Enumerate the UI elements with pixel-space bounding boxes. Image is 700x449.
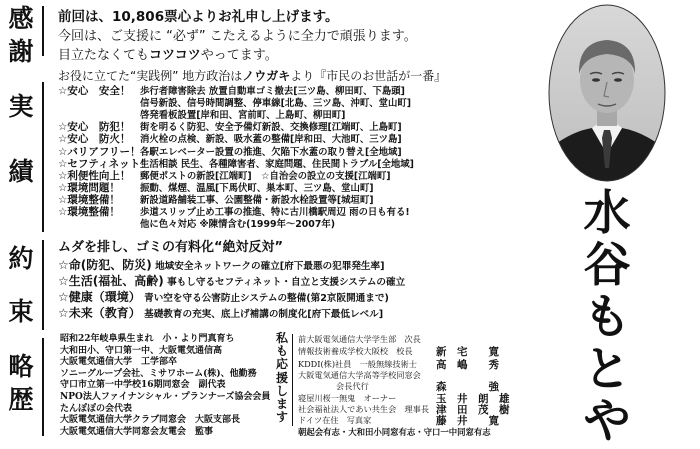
endorse-role: ドイツ在住 写真家 (298, 415, 372, 425)
thanks-line-4 (58, 67, 446, 84)
pledge-item-desc: 基礎教育の充実、底上げ補講の制度化[府下最低レベル] (140, 309, 384, 320)
thanks-line-4c: より『市民のお世話が一番』 (290, 69, 447, 83)
section-char: 績 (8, 157, 34, 186)
bio-line: 守口市立第一中学校16期同窓会 副代表 (60, 380, 226, 391)
endorse-heading-char: ま (275, 397, 288, 412)
record-item-category: ☆環境整備！ (58, 193, 120, 206)
pledge-item (58, 290, 389, 306)
thanks-line-4a: お役に立てた“実践例” 地方政治は (58, 69, 243, 83)
endorse-role: 寝屋川桜一無鬼 オーナー (298, 393, 397, 403)
bio-line: 大阪電気通信大学 工学部卒 (60, 357, 178, 368)
portrait-photo (548, 4, 666, 182)
record-item-category: ☆安心 防火！ (58, 133, 131, 146)
record-item-category: ☆環境問題！ (58, 181, 120, 194)
bio-line: 大阪電気通信大学クラブ同窓会 大阪支部長 (60, 415, 241, 426)
section-label-bio (4, 352, 38, 418)
record-item-desc: 啓発看板設置[岸和田、宮前町、上島町、柳田町] (140, 110, 346, 122)
thanks-line-3b: コツコツ (149, 48, 201, 63)
endorse-heading-char: し (275, 383, 288, 398)
endorse-role: 情報技術養成学校大阪校 校長 (298, 346, 413, 356)
record-item (58, 159, 414, 170)
endorse-heading-char: 応 (275, 357, 288, 372)
record-item (58, 122, 402, 133)
divider-thanks (42, 6, 44, 56)
record-item (58, 219, 335, 230)
endorse-name: 津 田 茂 樹 (436, 404, 510, 416)
section-char: 約 (8, 244, 34, 273)
pledge-item (58, 274, 405, 290)
candidate-name (580, 188, 634, 448)
section-char: 感 (8, 4, 34, 33)
bio-line: たんぽぽの会代表 (60, 403, 133, 414)
pledge-item-desc: 事もし守るセフティネット・自立と支援システムの確立 (163, 277, 406, 288)
section-label-pledge-text (4, 244, 38, 326)
endorse-heading-char: 私 (275, 331, 288, 345)
record-item-category: ☆安心 安全！ (58, 85, 131, 97)
endorse-role: KDDI(株)社員 一般無線技術士 (298, 359, 417, 369)
candidate-name-char: 水 (583, 186, 631, 241)
record-item (58, 86, 405, 97)
endorse-name: 玉 井 朗 雄 (436, 393, 510, 405)
divider-pledge (42, 240, 44, 330)
section-label-record (4, 92, 38, 222)
pledge-item-category: ☆命(防犯、防災) (58, 258, 152, 272)
pledge-item-desc: 地域安全ネットワークの確立[府下最悪の犯罪発生率] (151, 261, 385, 272)
endorse-heading-text (274, 332, 290, 424)
record-item-desc: 歩道スリップ止め工事の推進、特に古川橋駅周辺 雨の日も有る! (140, 207, 410, 218)
pledge-item-category: ☆生活(福祉、高齢) (58, 274, 164, 288)
record-item-desc: 新設道路舗装工事、公園整備・新設水栓設置等[城垣町] (140, 194, 374, 206)
pledge-head: ムダを排し、ゴミの有料化“絶対反対” (58, 240, 284, 255)
endorse-role: 社会福祉法人であい共生会 理事長 (298, 404, 430, 414)
record-item (58, 134, 402, 145)
bio-line: NPO法人ファイナンシャル・プランナーズ協会会員 (60, 392, 271, 402)
record-item-category: ☆バリアフリー！ (58, 145, 141, 158)
endorse-role: 会長代行 (336, 381, 369, 391)
pledge-item-category: ☆未来（教育） (58, 306, 141, 320)
record-item (58, 195, 374, 206)
record-item-category: ☆セフティネット！ (58, 157, 151, 170)
section-label-record-text (4, 92, 38, 186)
section-char: 歴 (8, 385, 34, 414)
pledge-item (58, 306, 383, 322)
endorse-heading-char: 援 (275, 370, 288, 385)
record-item-category: ☆利便性向上！ (58, 169, 131, 182)
record-item (58, 171, 391, 182)
bio-line: 昭和22年岐阜県生まれ 小・より門真育ち (60, 334, 235, 344)
thanks-line-3c: やってます。 (200, 48, 278, 63)
section-label-thanks (4, 4, 38, 70)
section-label-pledge (4, 244, 38, 350)
record-item (58, 110, 345, 121)
divider-record (42, 82, 44, 232)
record-item-desc: 他に色々対応 ※陳情含む(1999年～2007年) (140, 219, 336, 231)
record-item-desc: 街を明るく防犯、安全予備灯新設、交換修理[江端町、上島町] (140, 122, 402, 134)
record-item-desc: 消火栓の点検、新設、吸水蓋の整備[岸和田、大池町、三ツ島] (140, 134, 402, 146)
section-char: 略 (8, 352, 34, 381)
record-item-desc: 生活相談 民生、各種障害者、家庭問題、住民間トラブル[全地域] (140, 158, 414, 170)
thanks-line-3 (58, 44, 278, 63)
divider-bio (42, 338, 44, 436)
record-item-category: ☆環境整備！ (58, 206, 120, 218)
pledge-item-category: ☆健康（環境） (58, 290, 141, 304)
record-item-desc: 信号新設、信号時間調整、停車線[北島、三ツ島、沖町、堂山町] (140, 98, 412, 110)
candidate-name-char: も (583, 290, 631, 345)
record-item (58, 207, 410, 218)
record-item (58, 98, 411, 109)
thanks-line-4b: ノウガキ (242, 69, 291, 83)
record-item-desc: 振動、煤煙、温風[下馬伏町、巣本町、三ツ島、堂山町] (140, 182, 374, 194)
section-label-bio-text (4, 352, 38, 414)
section-char: 束 (8, 297, 34, 326)
record-item-desc: 郵便ポストの新設[江端町] ☆自治会の設立の支援[江端町] (140, 170, 391, 182)
endorse-name: 藤 井 寛 (436, 415, 499, 427)
candidate-name-char: 谷 (583, 238, 631, 293)
candidate-name-char: と (583, 342, 631, 397)
thanks-line-3a: 目立たなくても (58, 48, 150, 63)
endorse-heading (274, 332, 290, 424)
endorse-footer: 朝起会有志・大和田小同窓有志・守口一中同窓有志 (298, 427, 491, 437)
bio-line: 大阪電気通信大学同窓会友電会 監事 (60, 426, 214, 437)
record-item-desc: 各駅エレベーター設置の推進、欠陥下水蓋の取り替え[全地域] (140, 146, 402, 158)
pledge-item-desc: 青い空を守る公害防止システムの整備(第2京阪開通まで) (140, 293, 389, 304)
candidate-name-char: や (583, 394, 631, 449)
record-item (58, 147, 402, 158)
record-item-desc: 歩行者障害除去 放置自動車ゴミ撤去[三ツ島、柳田町、下島頭] (140, 86, 405, 97)
endorse-name: 高 嶋 秀 (436, 359, 499, 371)
thanks-line-1: 前回は、10,806票心よりお礼申し上げます。 (58, 9, 339, 25)
section-label-thanks-text (4, 4, 38, 66)
record-item-category: ☆安心 防犯！ (58, 121, 131, 134)
divider-endorse (292, 334, 293, 426)
bio-line: 大和田小、守口第一中、大阪電気通信高 (60, 345, 223, 356)
record-item (58, 183, 374, 194)
bio-line: ソニーグループ会社、ミサワホーム(株)、他勤務 (60, 368, 257, 379)
section-char: 謝 (8, 37, 34, 66)
endorse-role: 前大阪電気通信大学学生部 次長 (298, 334, 421, 344)
endorse-heading-char: す (275, 410, 288, 425)
endorse-role: 大阪電気通信大学高等学校同窓会 (298, 370, 421, 380)
thanks-line-2: 今回は、ご支援に “必ず” こたえるように全力で頑張ります。 (58, 29, 417, 44)
section-char: 実 (8, 92, 34, 121)
endorse-heading-char: も (275, 344, 288, 359)
endorse-name: 森 強 (436, 381, 499, 393)
pledge-item (58, 258, 385, 274)
endorse-name: 新 宅 寛 (436, 346, 499, 358)
candidate-portrait (548, 4, 666, 182)
